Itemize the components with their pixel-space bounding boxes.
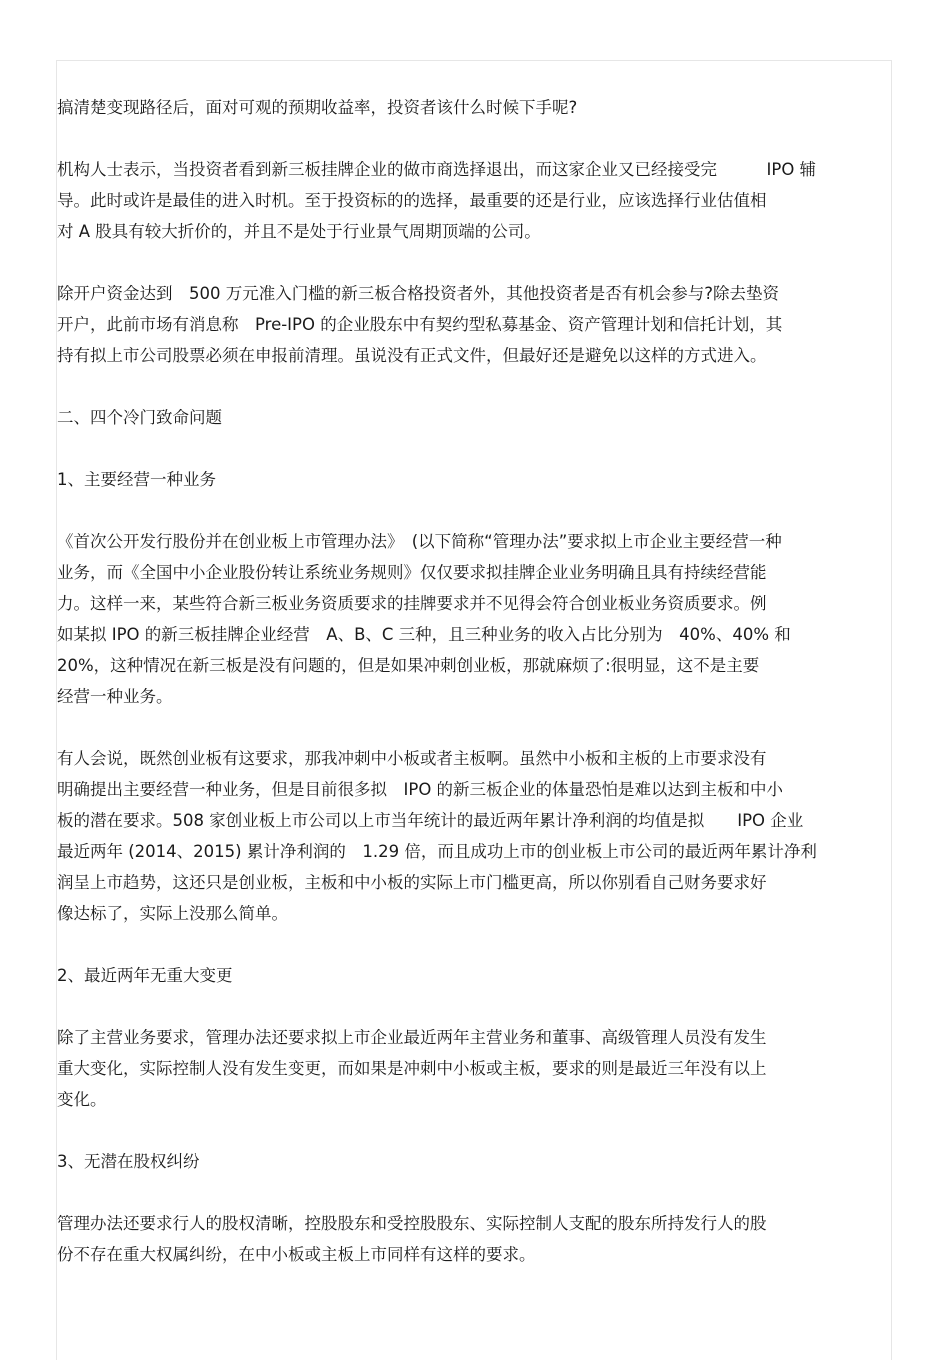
paragraph-gap <box>57 1177 887 1208</box>
text-line: 搞清楚变现路径后，面对可观的预期收益率，投资者该什么时候下手呢? <box>57 98 578 117</box>
paragraph-gap <box>57 371 887 402</box>
text-line: 除开户资金达到 500 万元准入门槛的新三板合格投资者外，其他投资者是否有机会参与?除去垫资 <box>57 284 779 303</box>
paragraph-gap <box>57 991 887 1022</box>
text-line: 经营一种业务。 <box>57 687 173 706</box>
text-line: 《首次公开发行股份并在创业板上市管理办法》 (以下简称“管理办法”要求拟上市企业主要经营一种 <box>57 532 782 551</box>
text-line: 份不存在重大权属纠纷，在中小板或主板上市同样有这样的要求。 <box>57 1245 536 1264</box>
heading-text: 1、主要经营一种业务 <box>57 470 216 489</box>
paragraph-gap <box>57 929 887 960</box>
text-line: 开户，此前市场有消息称 Pre-IPO 的企业股东中有契约型私募基金、资产管理计划和信托计划，其 <box>57 315 783 334</box>
subsection-heading <box>57 1146 887 1177</box>
text-line: 明确提出主要经营一种业务，但是目前很多拟 IPO 的新三板企业的体量恐怕是难以达到主板和中小 <box>57 780 784 799</box>
text-line: 板的潜在要求。508 家创业板上市公司以上市当年统计的最近两年累计净利润的均值是拟 IPO 企业 <box>57 811 804 830</box>
text-line: 最近两年 (2014、2015) 累计净利润的 1.29 倍，而且成功上市的创业板上市公司的最近两年累计净利 <box>57 842 817 861</box>
text-line: 如某拟 IPO 的新三板挂牌企业经营 A、B、C 三种，且三种业务的收入占比分别为 40%、40% 和 <box>57 625 791 644</box>
heading-text: 二、四个冷门致命问题 <box>57 408 222 427</box>
text-line: 机构人士表示，当投资者看到新三板挂牌企业的做市商选择退出，而这家企业又已经接受完 IPO 辅 <box>57 160 817 179</box>
subsection-heading <box>57 464 887 495</box>
paragraph <box>57 1022 887 1115</box>
paragraph <box>57 278 887 371</box>
text-line: 导。此时或许是最佳的进入时机。至于投资标的的选择，最重要的还是行业，应该选择行业估值相 <box>57 191 767 210</box>
text-line: 业务，而《全国中小企业股份转让系统业务规则》仅仅要求拟挂牌企业业务明确且具有持续经营能 <box>57 563 767 582</box>
section-heading <box>57 402 887 433</box>
text-line: 重大变化，实际控制人没有发生变更，而如果是冲刺中小板或主板，要求的则是最近三年没有以上 <box>57 1059 767 1078</box>
heading-text: 3、无潜在股权纠纷 <box>57 1152 200 1171</box>
subsection-heading <box>57 960 887 991</box>
paragraph <box>57 92 887 123</box>
paragraph-gap <box>57 495 887 526</box>
text-line: 对 A 股具有较大折价的，并且不是处于行业景气周期顶端的公司。 <box>57 222 541 241</box>
paragraph <box>57 154 887 247</box>
paragraph <box>57 526 887 712</box>
text-line: 力。这样一来，某些符合新三板业务资质要求的挂牌要求并不见得会符合创业板业务资质要求。例 <box>57 594 767 613</box>
text-line: 除了主营业务要求，管理办法还要求拟上市企业最近两年主营业务和董事、高级管理人员没有发生 <box>57 1028 767 1047</box>
paragraph-gap <box>57 247 887 278</box>
paragraph-gap <box>57 712 887 743</box>
paragraph-gap <box>57 433 887 464</box>
text-line: 管理办法还要求行人的股权清晰，控股股东和受控股股东、实际控制人支配的股东所持发行人的股 <box>57 1214 767 1233</box>
document-body <box>57 92 887 1270</box>
text-line: 有人会说，既然创业板有这要求，那我冲刺中小板或者主板啊。虽然中小板和主板的上市要求没有 <box>57 749 767 768</box>
text-line: 润呈上市趋势，这还只是创业板，主板和中小板的实际上市门槛更高，所以你别看自己财务要求好 <box>57 873 767 892</box>
text-line: 20%，这种情况在新三板是没有问题的，但是如果冲刺创业板，那就麻烦了:很明显，这不是主要 <box>57 656 760 675</box>
paragraph <box>57 743 887 929</box>
heading-text: 2、最近两年无重大变更 <box>57 966 233 985</box>
text-line: 像达标了，实际上没那么简单。 <box>57 904 288 923</box>
text-line: 持有拟上市公司股票必须在申报前清理。虽说没有正式文件，但最好还是避免以这样的方式进入。 <box>57 346 767 365</box>
paragraph-gap <box>57 123 887 154</box>
text-line: 变化。 <box>57 1090 107 1109</box>
paragraph <box>57 1208 887 1270</box>
paragraph-gap <box>57 1115 887 1146</box>
